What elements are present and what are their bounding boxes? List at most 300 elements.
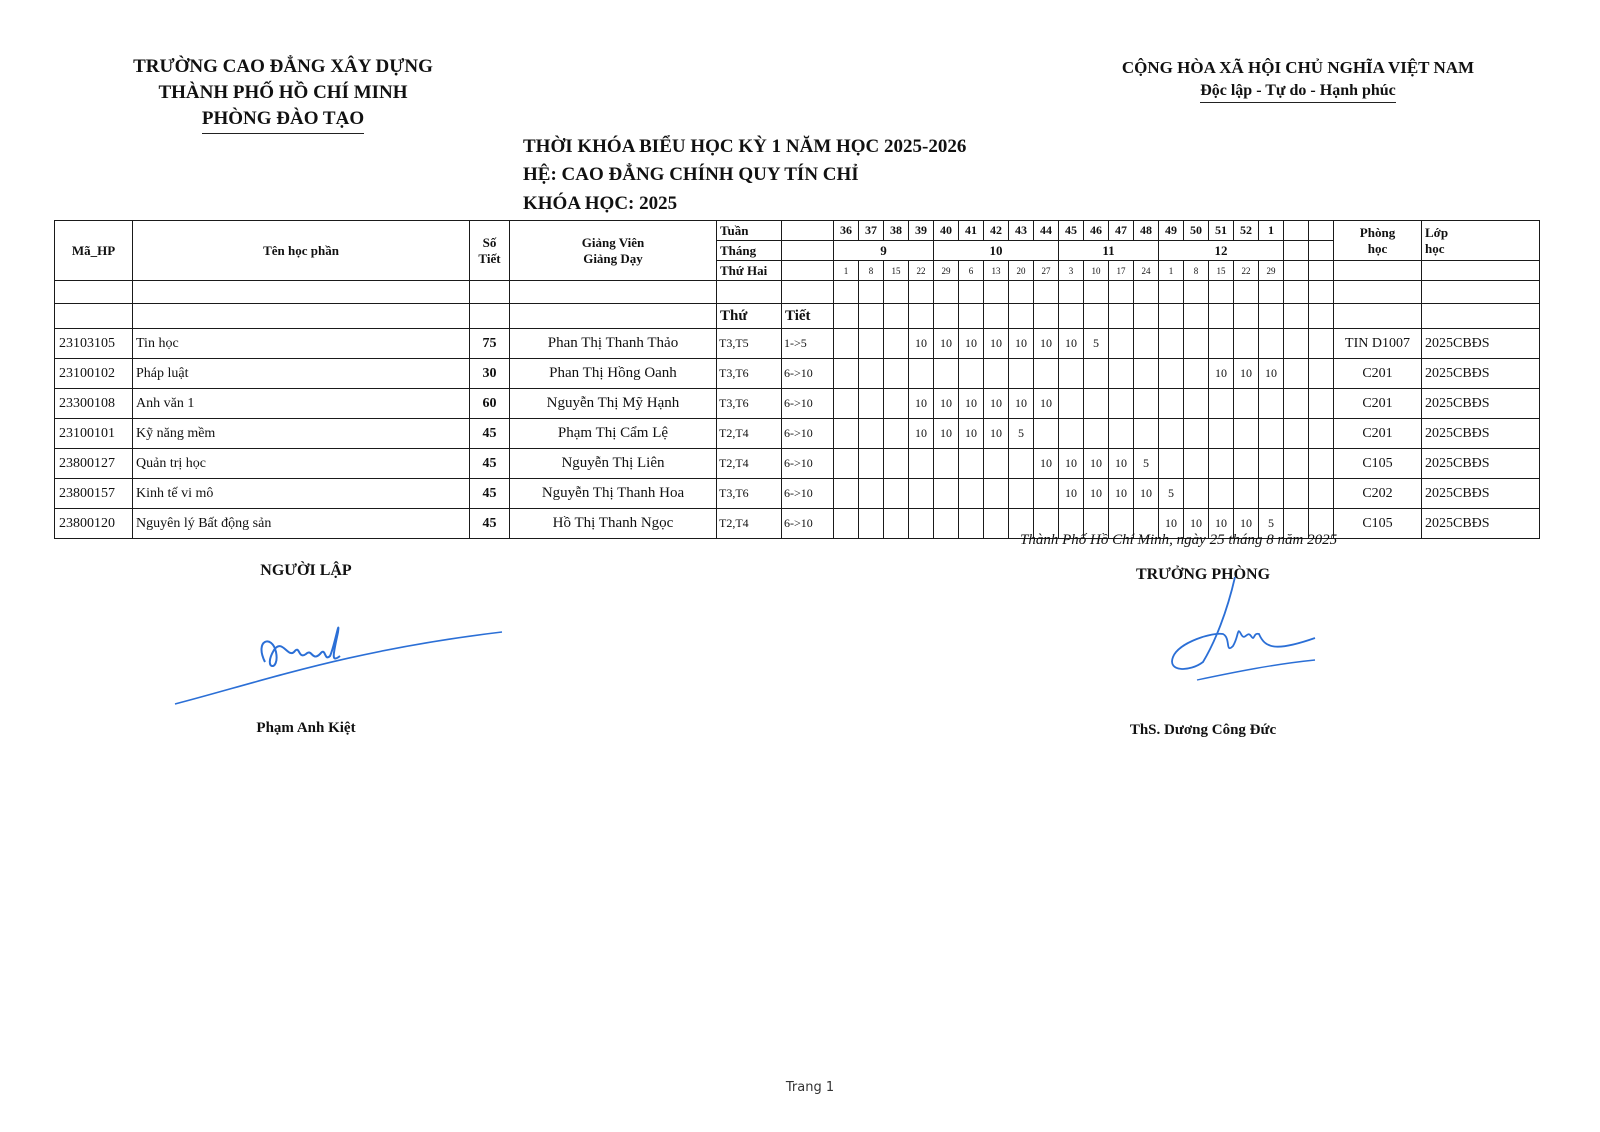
header-so-tiet-line1: Số xyxy=(482,234,497,250)
week-hours: 10 xyxy=(1109,449,1134,479)
course-teacher: Nguyễn Thị Thanh Hoa xyxy=(510,479,717,509)
institution-name-line2: THÀNH PHỐ HỒ CHÍ MINH xyxy=(158,82,408,103)
week-hours: 10 xyxy=(1084,479,1109,509)
table-row xyxy=(55,449,1540,479)
course-class: 2025CBĐS xyxy=(1422,479,1540,509)
preparer-name: Phạm Anh Kiệt xyxy=(256,720,356,736)
week-hours xyxy=(1259,479,1284,509)
week-hours xyxy=(984,509,1009,539)
course-code: 23100101 xyxy=(55,419,133,449)
monday-date-cell: 20 xyxy=(1009,261,1034,281)
week-hours xyxy=(1159,449,1184,479)
week-hours xyxy=(1059,419,1084,449)
week-hours xyxy=(959,449,984,479)
monday-date-cell: 15 xyxy=(884,261,909,281)
blank-cell xyxy=(1234,304,1259,329)
course-class: 2025CBĐS xyxy=(1422,359,1540,389)
course-code: 23800120 xyxy=(55,509,133,539)
week-hours xyxy=(1109,329,1134,359)
blank-cell xyxy=(859,304,884,329)
week-hours xyxy=(959,479,984,509)
blank-cell xyxy=(1184,281,1209,304)
course-code: 23103105 xyxy=(55,329,133,359)
blank-cell xyxy=(1234,281,1259,304)
blank-cell xyxy=(1309,281,1334,304)
header-ma-hp: Mã_HP xyxy=(55,221,133,281)
course-name: Kỹ năng mềm xyxy=(133,419,470,449)
course-class: 2025CBĐS xyxy=(1422,389,1540,419)
blank-cell xyxy=(859,281,884,304)
week-hours xyxy=(859,389,884,419)
monday-date-cell xyxy=(1284,261,1309,281)
week-hours: 10 xyxy=(1134,479,1159,509)
course-name: Kinh tế vi mô xyxy=(133,479,470,509)
week-hours xyxy=(1009,449,1034,479)
week-cell: 36 xyxy=(834,221,859,241)
week-hours xyxy=(1034,479,1059,509)
course-slots: 1->5 xyxy=(782,329,834,359)
blank-cell xyxy=(1259,281,1284,304)
header-lop-line1: Lớp xyxy=(1425,224,1449,240)
course-slots: 6->10 xyxy=(782,479,834,509)
week-hours xyxy=(834,389,859,419)
head-signature xyxy=(1165,572,1325,692)
header-row-spacer xyxy=(55,281,1540,304)
week-hours xyxy=(1259,449,1284,479)
week-hours xyxy=(1284,389,1309,419)
week-hours: 10 xyxy=(1259,359,1284,389)
course-days: T3,T5 xyxy=(717,329,782,359)
preparer-signature xyxy=(170,612,510,712)
week-hours: 10 xyxy=(1034,329,1059,359)
week-hours: 10 xyxy=(934,389,959,419)
course-class: 2025CBĐS xyxy=(1422,419,1540,449)
week-hours: 10 xyxy=(1009,389,1034,419)
monday-date-cell: 22 xyxy=(1234,261,1259,281)
course-room: C201 xyxy=(1334,359,1422,389)
course-periods: 45 xyxy=(470,509,510,539)
course-periods: 45 xyxy=(470,449,510,479)
week-hours xyxy=(1309,449,1334,479)
week-hours xyxy=(909,449,934,479)
week-hours xyxy=(1234,449,1259,479)
week-hours xyxy=(884,419,909,449)
course-days: T3,T6 xyxy=(717,479,782,509)
blank-cell xyxy=(1209,281,1234,304)
week-hours: 10 xyxy=(909,389,934,419)
week-cell: 38 xyxy=(884,221,909,241)
schedule-table xyxy=(54,220,1540,539)
week-hours: 5 xyxy=(1009,419,1034,449)
course-code: 23800157 xyxy=(55,479,133,509)
table-row xyxy=(55,389,1540,419)
week-hours xyxy=(1034,359,1059,389)
week-hours: 10 xyxy=(984,419,1009,449)
blank-cell xyxy=(1009,281,1034,304)
blank-cell xyxy=(884,281,909,304)
week-hours: 10 xyxy=(1059,479,1084,509)
course-class: 2025CBĐS xyxy=(1422,449,1540,479)
table-row xyxy=(55,419,1540,449)
course-name: Quản trị học xyxy=(133,449,470,479)
week-hours xyxy=(1209,389,1234,419)
week-hours: 10 xyxy=(1234,509,1259,539)
blank-cell xyxy=(1184,304,1209,329)
course-days: T2,T4 xyxy=(717,419,782,449)
blank-cell xyxy=(1109,281,1134,304)
blank-cell xyxy=(1284,281,1309,304)
month-cell: 12 xyxy=(1159,241,1284,261)
week-hours xyxy=(1209,479,1234,509)
monday-date-cell: 15 xyxy=(1209,261,1234,281)
table-row xyxy=(55,479,1540,509)
page-number: Trang 1 xyxy=(785,1080,835,1095)
month-cell: 9 xyxy=(834,241,934,261)
week-hours xyxy=(859,509,884,539)
week-hours xyxy=(1109,359,1134,389)
week-hours xyxy=(1134,329,1159,359)
header-so-tiet-line2: Tiết xyxy=(478,250,501,266)
header-phong-line2: học xyxy=(1367,240,1388,256)
week-hours xyxy=(1159,359,1184,389)
week-hours: 10 xyxy=(934,329,959,359)
week-hours xyxy=(1234,389,1259,419)
national-motto xyxy=(1098,56,1498,103)
course-room: C201 xyxy=(1334,389,1422,419)
course-room: C105 xyxy=(1334,509,1422,539)
week-hours xyxy=(1034,419,1059,449)
course-days: T2,T4 xyxy=(717,449,782,479)
header-blank xyxy=(1422,261,1540,281)
blank-cell xyxy=(1422,304,1540,329)
week-cell: 51 xyxy=(1209,221,1234,241)
week-hours xyxy=(834,449,859,479)
header-blank xyxy=(782,241,834,261)
monday-date-cell: 22 xyxy=(909,261,934,281)
week-hours xyxy=(984,449,1009,479)
week-hours xyxy=(1109,419,1134,449)
week-cell: 50 xyxy=(1184,221,1209,241)
header-row-thu-tiet xyxy=(55,304,1540,329)
week-hours: 10 xyxy=(1034,449,1059,479)
monday-date-cell xyxy=(1309,261,1334,281)
blank-cell xyxy=(1084,281,1109,304)
head-title: TRƯỞNG PHÒNG xyxy=(1135,566,1271,583)
week-cell: 42 xyxy=(984,221,1009,241)
header-blank xyxy=(1334,261,1422,281)
header-giang-vien xyxy=(510,221,717,281)
blank-cell xyxy=(470,281,510,304)
week-cell: 45 xyxy=(1059,221,1084,241)
blank-cell xyxy=(1009,304,1034,329)
week-hours xyxy=(1009,479,1034,509)
course-slots: 6->10 xyxy=(782,359,834,389)
course-code: 23800127 xyxy=(55,449,133,479)
blank-cell xyxy=(1259,304,1284,329)
week-hours xyxy=(909,509,934,539)
blank-cell xyxy=(934,281,959,304)
week-hours xyxy=(1309,419,1334,449)
week-hours xyxy=(1084,359,1109,389)
week-hours xyxy=(884,509,909,539)
week-hours xyxy=(834,479,859,509)
week-hours xyxy=(984,479,1009,509)
header-giang-vien-line2: Giảng Dạy xyxy=(583,250,643,266)
header-so-tiet xyxy=(470,221,510,281)
motto: Độc lập - Tự do - Hạnh phúc xyxy=(1200,80,1396,103)
header-blank xyxy=(782,261,834,281)
monday-date-cell: 1 xyxy=(834,261,859,281)
week-hours: 10 xyxy=(1209,509,1234,539)
header-tiet: Tiết xyxy=(782,304,834,329)
week-cell: 47 xyxy=(1109,221,1134,241)
week-cell: 48 xyxy=(1134,221,1159,241)
blank-cell xyxy=(1134,304,1159,329)
week-cell: 41 xyxy=(959,221,984,241)
week-hours xyxy=(1184,479,1209,509)
course-slots: 6->10 xyxy=(782,419,834,449)
course-class: 2025CBĐS xyxy=(1422,509,1540,539)
header-phong-line1: Phòng xyxy=(1359,224,1396,240)
week-hours xyxy=(1259,419,1284,449)
course-slots: 6->10 xyxy=(782,389,834,419)
schedule-title: THỜI KHÓA BIỂU HỌC KỲ 1 NĂM HỌC 2025-2026 xyxy=(523,136,967,157)
week-cell: 39 xyxy=(909,221,934,241)
blank-cell xyxy=(782,281,834,304)
blank-cell xyxy=(959,281,984,304)
week-hours xyxy=(1259,329,1284,359)
blank-cell xyxy=(1059,304,1084,329)
month-cell xyxy=(1284,241,1309,261)
table-row xyxy=(55,359,1540,389)
week-hours xyxy=(959,359,984,389)
week-hours xyxy=(1184,359,1209,389)
month-cell: 10 xyxy=(934,241,1059,261)
blank-cell xyxy=(1159,281,1184,304)
country-name: CỘNG HÒA XÃ HỘI CHỦ NGHĨA VIỆT NAM xyxy=(1121,58,1475,77)
week-cell: 40 xyxy=(934,221,959,241)
course-days: T3,T6 xyxy=(717,389,782,419)
monday-date-cell: 8 xyxy=(1184,261,1209,281)
course-periods: 75 xyxy=(470,329,510,359)
week-hours xyxy=(859,329,884,359)
header-lop-line2: học xyxy=(1425,240,1445,256)
course-slots: 6->10 xyxy=(782,509,834,539)
week-hours: 10 xyxy=(984,329,1009,359)
week-hours xyxy=(859,479,884,509)
course-slots: 6->10 xyxy=(782,449,834,479)
week-hours: 10 xyxy=(909,419,934,449)
week-hours xyxy=(1184,329,1209,359)
course-teacher: Hồ Thị Thanh Ngọc xyxy=(510,509,717,539)
week-hours: 10 xyxy=(1059,449,1084,479)
week-cell xyxy=(1309,221,1334,241)
week-hours xyxy=(959,509,984,539)
course-code: 23300108 xyxy=(55,389,133,419)
week-hours xyxy=(909,359,934,389)
header-phong xyxy=(1334,221,1422,261)
week-hours: 10 xyxy=(1109,479,1134,509)
blank-cell xyxy=(717,281,782,304)
week-hours xyxy=(934,479,959,509)
course-periods: 45 xyxy=(470,419,510,449)
week-hours: 10 xyxy=(984,389,1009,419)
week-hours: 10 xyxy=(959,389,984,419)
week-hours xyxy=(1209,329,1234,359)
week-hours xyxy=(1084,419,1109,449)
week-hours xyxy=(859,359,884,389)
header-ten-hoc-phan: Tên học phần xyxy=(133,221,470,281)
blank-cell xyxy=(934,304,959,329)
week-hours xyxy=(884,449,909,479)
week-hours xyxy=(1309,359,1334,389)
week-cell: 49 xyxy=(1159,221,1184,241)
course-name: Anh văn 1 xyxy=(133,389,470,419)
week-hours xyxy=(1309,389,1334,419)
week-hours xyxy=(934,509,959,539)
week-hours xyxy=(1159,329,1184,359)
week-hours xyxy=(884,359,909,389)
week-hours xyxy=(834,509,859,539)
week-cell: 37 xyxy=(859,221,884,241)
monday-date-cell: 17 xyxy=(1109,261,1134,281)
week-hours: 10 xyxy=(1084,449,1109,479)
blank-cell xyxy=(1334,281,1422,304)
course-teacher: Phan Thị Hồng Oanh xyxy=(510,359,717,389)
program-type: HỆ: CAO ĐẲNG CHÍNH QUY TÍN CHỈ xyxy=(523,164,859,185)
week-hours xyxy=(934,449,959,479)
blank-cell xyxy=(55,304,133,329)
blank-cell xyxy=(1284,304,1309,329)
blank-cell xyxy=(1059,281,1084,304)
week-cell: 1 xyxy=(1259,221,1284,241)
blank-cell xyxy=(1159,304,1184,329)
monday-date-cell: 24 xyxy=(1134,261,1159,281)
blank-cell xyxy=(834,304,859,329)
institution-header xyxy=(108,54,458,134)
blank-cell xyxy=(510,304,717,329)
institution-name-line1: TRƯỜNG CAO ĐẲNG XÂY DỰNG xyxy=(133,56,433,77)
blank-cell xyxy=(984,281,1009,304)
blank-cell xyxy=(470,304,510,329)
week-hours xyxy=(1134,389,1159,419)
week-hours: 10 xyxy=(1009,329,1034,359)
week-hours xyxy=(884,389,909,419)
header-row-weeks xyxy=(55,221,1540,241)
header-thu: Thứ xyxy=(717,304,782,329)
week-hours xyxy=(1284,449,1309,479)
week-cell: 44 xyxy=(1034,221,1059,241)
header-blank xyxy=(782,221,834,241)
blank-cell xyxy=(909,281,934,304)
week-hours xyxy=(1059,389,1084,419)
week-hours xyxy=(1284,329,1309,359)
course-name: Pháp luật xyxy=(133,359,470,389)
week-hours: 10 xyxy=(1184,509,1209,539)
blank-cell xyxy=(1109,304,1134,329)
week-hours: 10 xyxy=(959,329,984,359)
monday-date-cell: 3 xyxy=(1059,261,1084,281)
monday-date-cell: 10 xyxy=(1084,261,1109,281)
preparer-title: NGƯỜI LẬP xyxy=(260,562,352,579)
week-cell: 52 xyxy=(1234,221,1259,241)
week-hours: 5 xyxy=(1084,329,1109,359)
course-periods: 60 xyxy=(470,389,510,419)
blank-cell xyxy=(984,304,1009,329)
course-periods: 45 xyxy=(470,479,510,509)
blank-cell xyxy=(1309,304,1334,329)
week-hours xyxy=(909,479,934,509)
week-hours: 10 xyxy=(1059,329,1084,359)
monday-date-cell: 6 xyxy=(959,261,984,281)
week-hours xyxy=(984,359,1009,389)
course-room: C201 xyxy=(1334,419,1422,449)
week-cell: 46 xyxy=(1084,221,1109,241)
week-hours: 5 xyxy=(1134,449,1159,479)
blank-cell xyxy=(133,281,470,304)
week-hours xyxy=(859,419,884,449)
week-hours xyxy=(1309,329,1334,359)
monday-date-cell: 1 xyxy=(1159,261,1184,281)
week-hours xyxy=(1134,419,1159,449)
week-hours xyxy=(1234,479,1259,509)
week-hours xyxy=(1009,359,1034,389)
course-room: C105 xyxy=(1334,449,1422,479)
header-tuan: Tuần xyxy=(717,221,782,241)
department-name: PHÒNG ĐÀO TẠO xyxy=(202,106,364,134)
blank-cell xyxy=(884,304,909,329)
week-hours xyxy=(1234,419,1259,449)
week-hours xyxy=(884,479,909,509)
monday-date-cell: 29 xyxy=(934,261,959,281)
monday-date-cell: 29 xyxy=(1259,261,1284,281)
monday-date-cell: 13 xyxy=(984,261,1009,281)
blank-cell xyxy=(1084,304,1109,329)
week-hours xyxy=(1284,419,1309,449)
week-hours xyxy=(834,329,859,359)
blank-cell xyxy=(959,304,984,329)
week-hours xyxy=(834,419,859,449)
blank-cell xyxy=(1134,281,1159,304)
blank-cell xyxy=(1422,281,1540,304)
course-periods: 30 xyxy=(470,359,510,389)
week-hours xyxy=(1209,449,1234,479)
week-hours: 10 xyxy=(1159,509,1184,539)
course-teacher: Phạm Thị Cẩm Lệ xyxy=(510,419,717,449)
course-teacher: Nguyễn Thị Liên xyxy=(510,449,717,479)
blank-cell xyxy=(909,304,934,329)
week-hours xyxy=(1209,419,1234,449)
week-hours xyxy=(1184,419,1209,449)
week-hours: 10 xyxy=(1034,389,1059,419)
week-hours: 5 xyxy=(1259,509,1284,539)
blank-cell xyxy=(1034,281,1059,304)
course-class: 2025CBĐS xyxy=(1422,329,1540,359)
table-row xyxy=(55,329,1540,359)
blank-cell xyxy=(1334,304,1422,329)
week-hours xyxy=(1284,479,1309,509)
month-cell: 11 xyxy=(1059,241,1159,261)
course-teacher: Phan Thị Thanh Thảo xyxy=(510,329,717,359)
week-hours: 10 xyxy=(1234,359,1259,389)
blank-cell xyxy=(510,281,717,304)
course-year: KHÓA HỌC: 2025 xyxy=(523,193,678,214)
week-hours: 10 xyxy=(934,419,959,449)
week-hours xyxy=(1059,359,1084,389)
week-hours: 5 xyxy=(1159,479,1184,509)
header-lop xyxy=(1422,221,1540,261)
week-hours xyxy=(834,359,859,389)
